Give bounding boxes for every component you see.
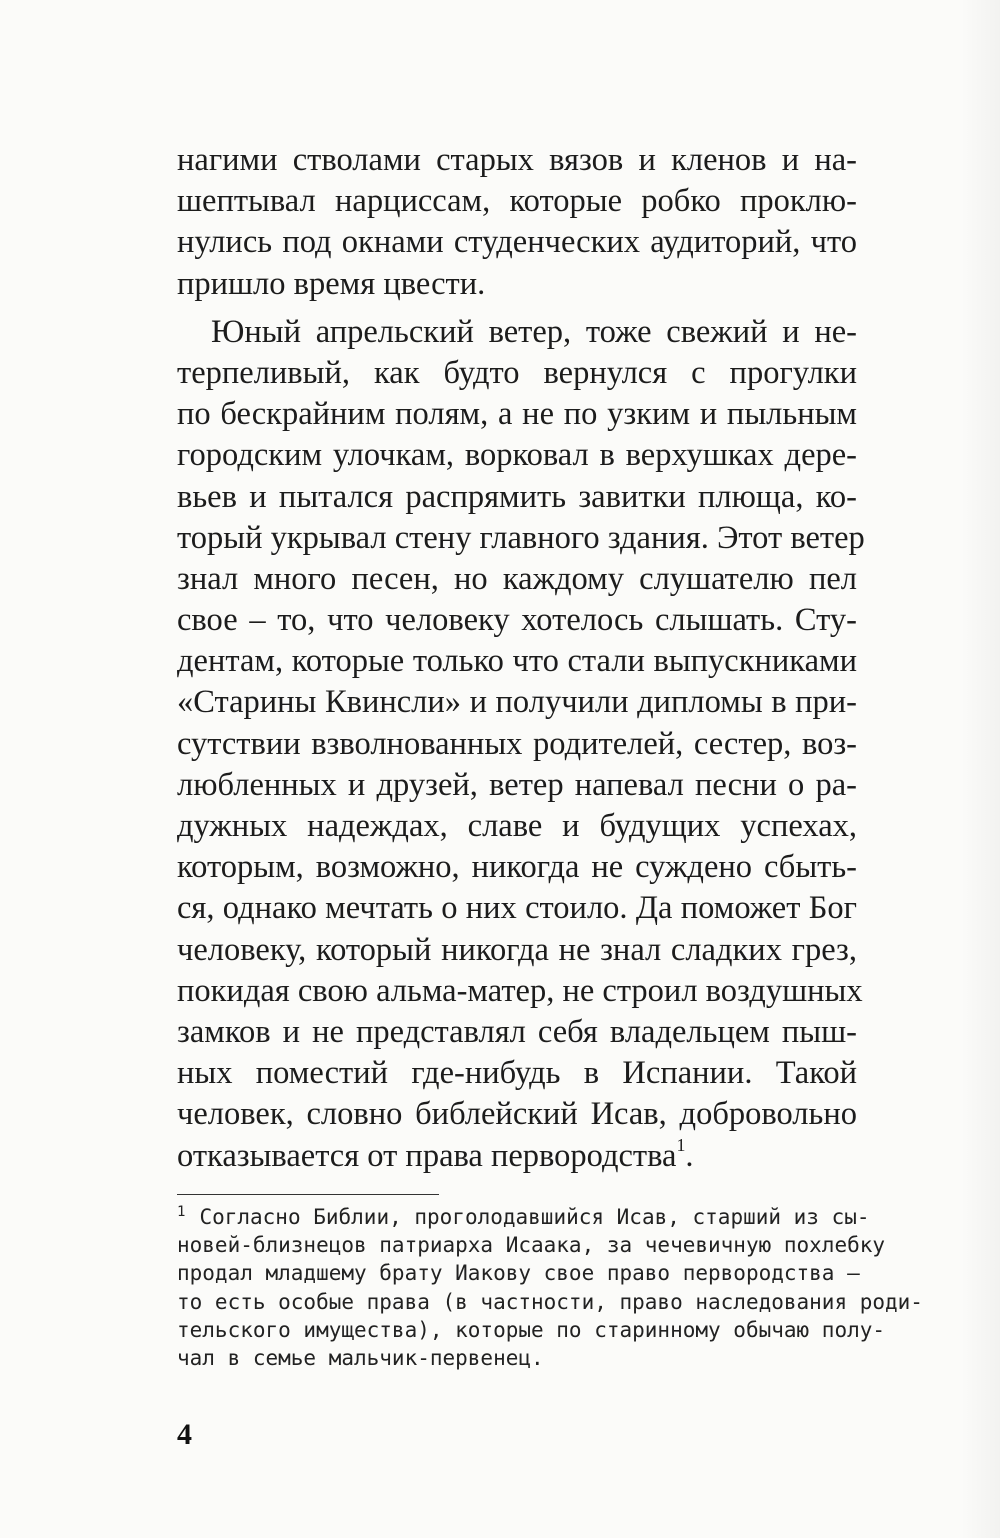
text-line: сутствии взволнованных родителей, сестер, воз- xyxy=(177,725,857,762)
footnote-line xyxy=(177,1203,870,1231)
text-line: дентам, которые только что стали выпускниками xyxy=(177,643,857,680)
footnote-divider xyxy=(177,1194,439,1195)
footnote-line: новей-близнецов патриарха Исаака, за чечевичную похлебку xyxy=(177,1233,886,1258)
text-line: Юный апрельский ветер, тоже свежий и не- xyxy=(211,313,857,350)
text-line: шептывал нарциссам, которые робко проклю- xyxy=(177,183,857,220)
page-number: 4 xyxy=(177,1418,192,1451)
text-line: торый укрывал стену главного здания. Этот ветер xyxy=(177,519,865,556)
text-line-content: отказывается от права первородства xyxy=(177,1137,677,1174)
text-line: ся, однако мечтать о них стоило. Да поможет Бог xyxy=(177,890,857,927)
page-edge-shadow xyxy=(960,0,1000,1538)
text-line: пришло время цвести. xyxy=(177,265,486,302)
text-line: покидая свою альма-матер, не строил воздушных xyxy=(177,972,863,1009)
text-line: нагими стволами старых вязов и кленов и на- xyxy=(177,142,857,178)
text-line: человек, словно библейский Исав, добровольно xyxy=(177,1096,857,1133)
footnote-line: то есть особые права (в частности, право наследования роди- xyxy=(177,1289,923,1314)
text-line: любленных и друзей, ветер напевал песни о ра- xyxy=(177,766,857,803)
text-line: замков и не представлял себя владельцем пыш- xyxy=(177,1013,857,1050)
text-line: которым, возможно, никогда не суждено сбыть- xyxy=(177,849,857,886)
text-line: человеку, который никогда не знал сладких грез, xyxy=(177,931,857,968)
footnote-marker: 1 xyxy=(177,1204,186,1220)
text-line-last xyxy=(177,1136,857,1177)
footnote-line-text: Согласно Библии, проголодавшийся Исав, старший из сы- xyxy=(199,1205,870,1229)
text-line: дужных надеждах, славе и будущих успехах, xyxy=(177,808,857,844)
footnote-reference[interactable]: 1 xyxy=(676,1134,686,1155)
main-text xyxy=(177,140,865,1177)
footnote-line: чал в семье мальчик-первенец. xyxy=(177,1345,544,1370)
text-line: ных поместий где-нибудь в Испании. Такой xyxy=(177,1055,857,1092)
text-line: знал много песен, но каждому слушателю пел xyxy=(177,560,857,597)
text-line: по бескрайним полям, а не по узким и пыльным xyxy=(177,396,857,433)
text-line: терпеливый, как будто вернулся с прогулки xyxy=(177,354,857,391)
footnote-line: продал младшему брату Иакову свое право первородства – xyxy=(177,1261,860,1286)
footnote-line: тельского имущества), которые по старинному обычаю полу- xyxy=(177,1317,886,1342)
sentence-end: . xyxy=(685,1137,694,1174)
text-line: «Старины Квинсли» и получили дипломы в при- xyxy=(177,684,857,721)
text-line: городским улочкам, ворковал в верхушках дере- xyxy=(177,437,857,474)
footnote xyxy=(177,1203,923,1372)
text-line: свое – то, что человеку хотелось слышать. Сту- xyxy=(177,602,857,639)
text-line: нулись под окнами студенческих аудиторий, что xyxy=(177,224,857,261)
text-line: вьев и пытался распрямить завитки плюща, ко- xyxy=(177,478,857,515)
